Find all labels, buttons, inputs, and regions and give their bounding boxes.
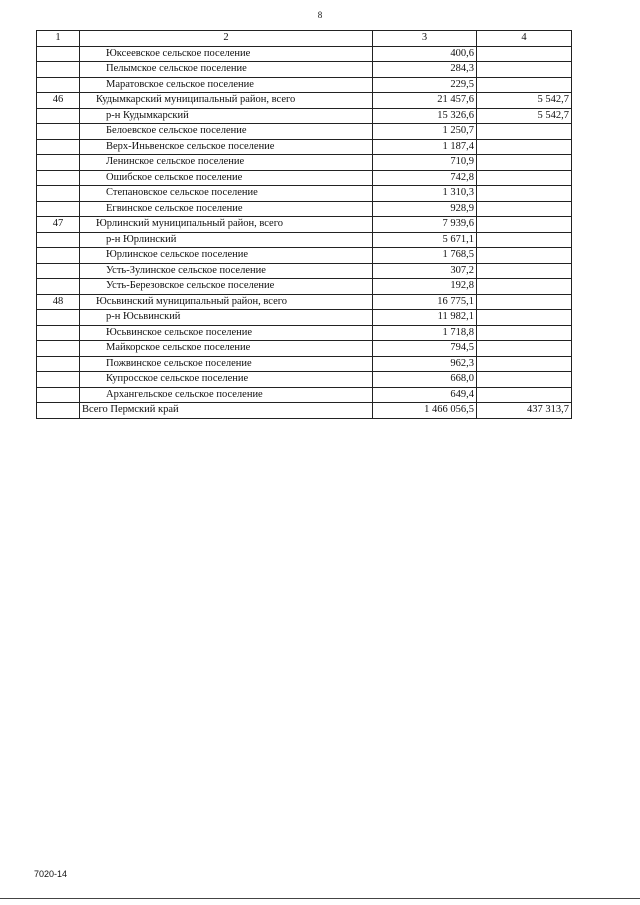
row-number xyxy=(37,124,80,140)
row-name: Всего Пермский край xyxy=(80,403,373,419)
row-name: р-н Юсьвинский xyxy=(80,310,373,326)
row-value-col4 xyxy=(477,232,572,248)
row-number xyxy=(37,310,80,326)
row-value-col3: 7 939,6 xyxy=(373,217,477,233)
row-value-col4 xyxy=(477,170,572,186)
table-row xyxy=(37,387,572,403)
row-value-col3: 1 310,3 xyxy=(373,186,477,202)
row-value-col3: 794,5 xyxy=(373,341,477,357)
table-row xyxy=(37,310,572,326)
row-number xyxy=(37,170,80,186)
row-value-col3: 21 457,6 xyxy=(373,93,477,109)
table-row xyxy=(37,294,572,310)
row-name: Юсьвинское сельское поселение xyxy=(80,325,373,341)
row-value-col3: 11 982,1 xyxy=(373,310,477,326)
row-name: Кудымкарский муниципальный район, всего xyxy=(80,93,373,109)
row-number xyxy=(37,387,80,403)
row-value-col3: 962,3 xyxy=(373,356,477,372)
row-name: Усть-Березовское сельское поселение xyxy=(80,279,373,295)
header-cell-1: 1 xyxy=(37,31,80,47)
header-cell-2: 2 xyxy=(80,31,373,47)
row-number: 48 xyxy=(37,294,80,310)
row-name: Маратовское сельское поселение xyxy=(80,77,373,93)
row-name: Верх-Иньвенское сельское поселение xyxy=(80,139,373,155)
table-row xyxy=(37,263,572,279)
row-value-col3: 710,9 xyxy=(373,155,477,171)
row-number xyxy=(37,279,80,295)
row-value-col4 xyxy=(477,186,572,202)
row-value-col4 xyxy=(477,217,572,233)
row-value-col4 xyxy=(477,325,572,341)
row-value-col3: 5 671,1 xyxy=(373,232,477,248)
row-number xyxy=(37,248,80,264)
row-number xyxy=(37,403,80,419)
row-value-col4 xyxy=(477,263,572,279)
table-row xyxy=(37,124,572,140)
row-name: Егвинское сельское поселение xyxy=(80,201,373,217)
table-row xyxy=(37,372,572,388)
document-code: 7020-14 xyxy=(34,869,68,879)
table-row xyxy=(37,139,572,155)
row-value-col4 xyxy=(477,77,572,93)
row-value-col3: 668,0 xyxy=(373,372,477,388)
table-row xyxy=(37,170,572,186)
row-name: Ошибское сельское поселение xyxy=(80,170,373,186)
row-name: Белоевское сельское поселение xyxy=(80,124,373,140)
row-number xyxy=(37,108,80,124)
page-number: 8 xyxy=(317,10,323,20)
header-cell-3: 3 xyxy=(373,31,477,47)
table-row xyxy=(37,341,572,357)
row-number xyxy=(37,77,80,93)
row-value-col4: 5 542,7 xyxy=(477,93,572,109)
table-row xyxy=(37,248,572,264)
table-row xyxy=(37,93,572,109)
row-value-col4 xyxy=(477,62,572,78)
table-row xyxy=(37,62,572,78)
row-name: Юксеевское сельское поселение xyxy=(80,46,373,62)
row-number xyxy=(37,139,80,155)
table-row xyxy=(37,356,572,372)
row-value-col4 xyxy=(477,279,572,295)
row-value-col4 xyxy=(477,201,572,217)
row-value-col4 xyxy=(477,294,572,310)
table-row xyxy=(37,403,572,419)
row-value-col4 xyxy=(477,155,572,171)
row-name: р-н Кудымкарский xyxy=(80,108,373,124)
header-cell-4: 4 xyxy=(477,31,572,47)
budget-table xyxy=(36,30,572,419)
row-value-col3: 1 768,5 xyxy=(373,248,477,264)
row-value-col4 xyxy=(477,341,572,357)
row-number xyxy=(37,372,80,388)
row-number: 46 xyxy=(37,93,80,109)
table-row xyxy=(37,46,572,62)
row-value-col3: 928,9 xyxy=(373,201,477,217)
row-name: Ленинское сельское поселение xyxy=(80,155,373,171)
row-name: Пелымское сельское поселение xyxy=(80,62,373,78)
row-value-col4 xyxy=(477,46,572,62)
row-number: 47 xyxy=(37,217,80,233)
row-number xyxy=(37,62,80,78)
row-value-col3: 192,8 xyxy=(373,279,477,295)
row-value-col3: 1 718,8 xyxy=(373,325,477,341)
row-number xyxy=(37,46,80,62)
row-value-col4 xyxy=(477,139,572,155)
table-row xyxy=(37,108,572,124)
table-header-row xyxy=(37,31,572,47)
row-number xyxy=(37,155,80,171)
row-number xyxy=(37,201,80,217)
row-value-col4 xyxy=(477,372,572,388)
table-row xyxy=(37,232,572,248)
row-name: Степановское сельское поселение xyxy=(80,186,373,202)
row-value-col3: 284,3 xyxy=(373,62,477,78)
row-value-col3: 229,5 xyxy=(373,77,477,93)
row-name: Майкорское сельское поселение xyxy=(80,341,373,357)
row-value-col3: 15 326,6 xyxy=(373,108,477,124)
row-value-col3: 307,2 xyxy=(373,263,477,279)
row-name: Усть-Зулинское сельское поселение xyxy=(80,263,373,279)
row-number xyxy=(37,341,80,357)
table-row xyxy=(37,186,572,202)
row-value-col3: 400,6 xyxy=(373,46,477,62)
row-value-col3: 16 775,1 xyxy=(373,294,477,310)
row-number xyxy=(37,186,80,202)
row-number xyxy=(37,356,80,372)
row-name: Архангельское сельское поселение xyxy=(80,387,373,403)
row-number xyxy=(37,263,80,279)
table-row xyxy=(37,201,572,217)
row-value-col4: 437 313,7 xyxy=(477,403,572,419)
bottom-divider xyxy=(0,898,640,899)
row-value-col3: 1 187,4 xyxy=(373,139,477,155)
row-value-col3: 1 466 056,5 xyxy=(373,403,477,419)
row-value-col3: 1 250,7 xyxy=(373,124,477,140)
row-value-col4 xyxy=(477,124,572,140)
table-row xyxy=(37,77,572,93)
table-row xyxy=(37,155,572,171)
row-number xyxy=(37,232,80,248)
row-name: Пожвинское сельское поселение xyxy=(80,356,373,372)
row-name: Купросское сельское поселение xyxy=(80,372,373,388)
row-value-col4 xyxy=(477,310,572,326)
table-row xyxy=(37,325,572,341)
row-name: Юсьвинский муниципальный район, всего xyxy=(80,294,373,310)
row-number xyxy=(37,325,80,341)
table-row xyxy=(37,217,572,233)
row-value-col3: 649,4 xyxy=(373,387,477,403)
row-value-col3: 742,8 xyxy=(373,170,477,186)
row-value-col4 xyxy=(477,248,572,264)
row-name: Юрлинский муниципальный район, всего xyxy=(80,217,373,233)
row-value-col4 xyxy=(477,356,572,372)
row-name: р-н Юрлинский xyxy=(80,232,373,248)
row-value-col4 xyxy=(477,387,572,403)
table-row xyxy=(37,279,572,295)
row-value-col4: 5 542,7 xyxy=(477,108,572,124)
row-name: Юрлинское сельское поселение xyxy=(80,248,373,264)
